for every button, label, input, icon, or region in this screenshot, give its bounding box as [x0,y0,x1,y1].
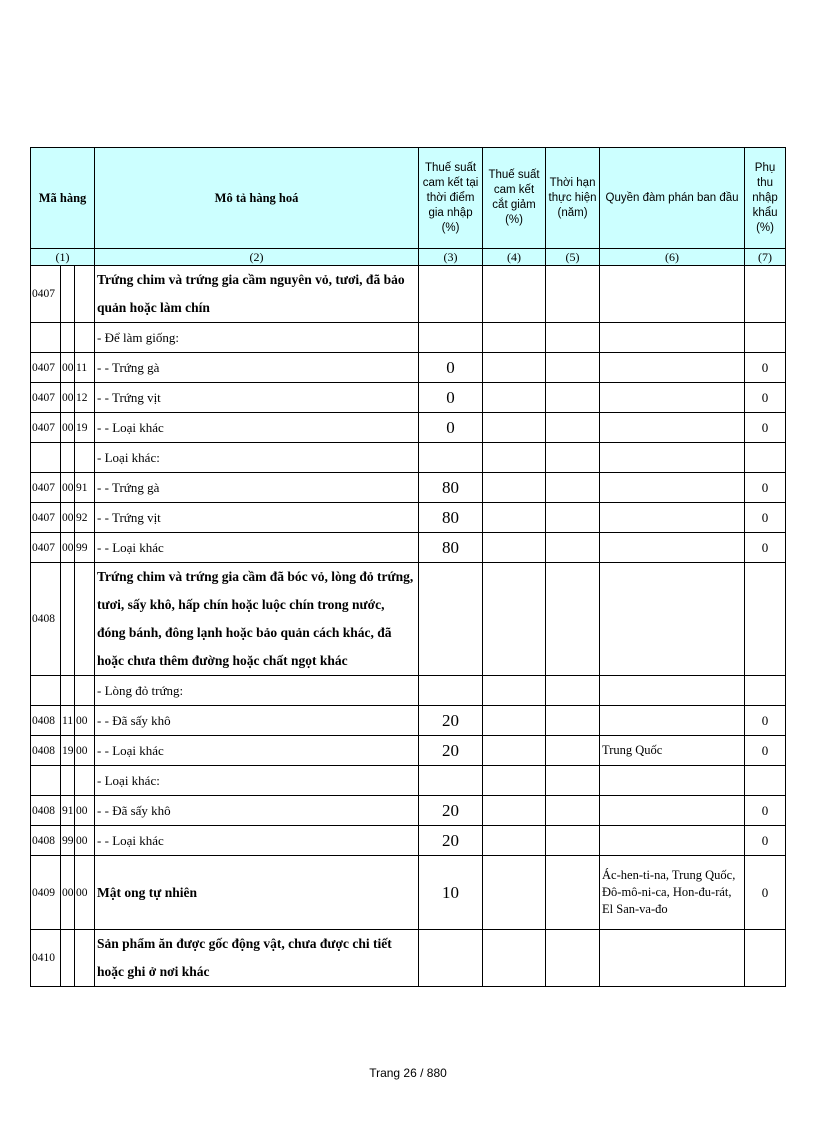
accession-tariff-rate: 0 [419,413,483,443]
goods-description: - Để làm giống: [95,323,419,353]
import-surcharge [745,323,786,353]
col-number: (7) [745,249,786,266]
implementation-period [546,796,600,826]
header-quyen-dam-phan: Quyền đàm phán ban đầu [600,148,745,249]
reduced-tariff-rate [483,266,546,323]
hs-code-item [75,323,95,353]
reduced-tariff-rate [483,413,546,443]
table-row [31,383,786,413]
hs-code-heading: 0407 [31,503,61,533]
negotiation-rights [600,676,745,706]
implementation-period [546,413,600,443]
implementation-period [546,856,600,930]
goods-description: - - Trứng vịt [95,383,419,413]
hs-code-item: 00 [75,856,95,930]
reduced-tariff-rate [483,533,546,563]
goods-description: - Loại khác: [95,766,419,796]
hs-code-heading: 0407 [31,266,61,323]
table-row [31,503,786,533]
import-surcharge [745,266,786,323]
accession-tariff-rate: 20 [419,826,483,856]
import-surcharge: 0 [745,826,786,856]
implementation-period [546,473,600,503]
header-thoi-han: Thời hạn thực hiện (năm) [546,148,600,249]
import-surcharge: 0 [745,413,786,443]
table-row [31,856,786,930]
reduced-tariff-rate [483,796,546,826]
implementation-period [546,503,600,533]
goods-description: - - Loại khác [95,533,419,563]
import-surcharge: 0 [745,796,786,826]
implementation-period [546,443,600,473]
table-row [31,766,786,796]
hs-code-heading: 0407 [31,383,61,413]
implementation-period [546,766,600,796]
import-surcharge: 0 [745,736,786,766]
import-surcharge: 0 [745,533,786,563]
accession-tariff-rate: 20 [419,796,483,826]
reduced-tariff-rate [483,503,546,533]
hs-code-heading: 0408 [31,563,61,676]
hs-code-item: 00 [75,736,95,766]
negotiation-rights [600,503,745,533]
negotiation-rights [600,826,745,856]
header-phu-thu: Phụ thu nhập khẩu (%) [745,148,786,249]
col-number: (2) [95,249,419,266]
hs-code-sub: 00 [61,383,75,413]
hs-code-heading [31,443,61,473]
accession-tariff-rate: 80 [419,533,483,563]
hs-code-item: 11 [75,353,95,383]
hs-code-item: 91 [75,473,95,503]
negotiation-rights [600,323,745,353]
table-row [31,413,786,443]
hs-code-item [75,266,95,323]
negotiation-rights [600,353,745,383]
implementation-period [546,676,600,706]
hs-code-sub: 11 [61,706,75,736]
hs-code-sub: 91 [61,796,75,826]
hs-code-sub: 00 [61,503,75,533]
hs-code-heading: 0408 [31,826,61,856]
reduced-tariff-rate [483,473,546,503]
table-row [31,706,786,736]
goods-description: - - Đã sấy khô [95,706,419,736]
tariff-table [30,147,786,987]
import-surcharge: 0 [745,353,786,383]
hs-code-sub: 00 [61,473,75,503]
hs-code-heading [31,766,61,796]
accession-tariff-rate [419,676,483,706]
negotiation-rights [600,930,745,987]
import-surcharge: 0 [745,503,786,533]
hs-code-item [75,766,95,796]
goods-description: - - Trứng vịt [95,503,419,533]
hs-code-sub: 00 [61,856,75,930]
table-row [31,533,786,563]
accession-tariff-rate: 20 [419,706,483,736]
implementation-period [546,826,600,856]
hs-code-item: 19 [75,413,95,443]
table-row [31,266,786,323]
negotiation-rights [600,766,745,796]
reduced-tariff-rate [483,930,546,987]
import-surcharge [745,930,786,987]
negotiation-rights [600,563,745,676]
hs-code-heading: 0408 [31,736,61,766]
accession-tariff-rate: 0 [419,353,483,383]
header-thue-suat-cat-giam: Thuế suất cam kết cắt giảm (%) [483,148,546,249]
negotiation-rights [600,473,745,503]
hs-code-heading: 0407 [31,533,61,563]
hs-code-sub: 19 [61,736,75,766]
import-surcharge: 0 [745,706,786,736]
hs-code-item: 99 [75,533,95,563]
table-row [31,563,786,676]
hs-code-heading: 0408 [31,706,61,736]
negotiation-rights [600,796,745,826]
reduced-tariff-rate [483,676,546,706]
reduced-tariff-rate [483,383,546,413]
table-row [31,323,786,353]
implementation-period [546,323,600,353]
reduced-tariff-rate [483,706,546,736]
hs-code-sub [61,323,75,353]
hs-code-sub [61,930,75,987]
import-surcharge: 0 [745,473,786,503]
hs-code-item [75,563,95,676]
hs-code-heading: 0407 [31,413,61,443]
hs-code-sub [61,266,75,323]
reduced-tariff-rate [483,736,546,766]
negotiation-rights [600,706,745,736]
hs-code-item: 00 [75,706,95,736]
header-thue-suat-gia-nhap: Thuế suất cam kết tại thời điểm gia nhập (%) [419,148,483,249]
accession-tariff-rate [419,766,483,796]
col-number: (1) [31,249,95,266]
import-surcharge [745,443,786,473]
accession-tariff-rate: 20 [419,736,483,766]
reduced-tariff-rate [483,856,546,930]
hs-code-sub: 00 [61,413,75,443]
hs-code-item: 00 [75,826,95,856]
accession-tariff-rate: 80 [419,503,483,533]
reduced-tariff-rate [483,563,546,676]
hs-code-heading [31,323,61,353]
implementation-period [546,533,600,563]
col-number: (5) [546,249,600,266]
accession-tariff-rate: 10 [419,856,483,930]
import-surcharge: 0 [745,383,786,413]
negotiation-rights: Ác-hen-ti-na, Trung Quốc, Đô-mô-ni-ca, Hon-đu-rát, El San-va-đo [600,856,745,930]
negotiation-rights [600,383,745,413]
accession-tariff-rate [419,323,483,353]
hs-code-heading [31,676,61,706]
hs-code-sub [61,443,75,473]
goods-description: Trứng chim và trứng gia cầm nguyên vỏ, tươi, đã bảo quản hoặc làm chín [95,266,419,323]
reduced-tariff-rate [483,323,546,353]
import-surcharge [745,766,786,796]
reduced-tariff-rate [483,443,546,473]
hs-code-sub: 00 [61,353,75,383]
hs-code-heading: 0407 [31,473,61,503]
accession-tariff-rate [419,930,483,987]
table-row [31,826,786,856]
table-row [31,930,786,987]
hs-code-heading: 0410 [31,930,61,987]
reduced-tariff-rate [483,766,546,796]
goods-description: - - Trứng gà [95,353,419,383]
col-number: (3) [419,249,483,266]
implementation-period [546,353,600,383]
reduced-tariff-rate [483,353,546,383]
implementation-period [546,563,600,676]
hs-code-heading: 0409 [31,856,61,930]
col-number: (6) [600,249,745,266]
column-number-row [31,249,786,266]
table-row [31,353,786,383]
goods-description: - - Đã sấy khô [95,796,419,826]
import-surcharge: 0 [745,856,786,930]
implementation-period [546,266,600,323]
negotiation-rights [600,413,745,443]
goods-description: - - Loại khác [95,826,419,856]
goods-description: - - Loại khác [95,413,419,443]
negotiation-rights: Trung Quốc [600,736,745,766]
goods-description: - Loại khác: [95,443,419,473]
hs-code-sub [61,563,75,676]
header-row [31,148,786,249]
import-surcharge [745,676,786,706]
hs-code-item: 00 [75,796,95,826]
implementation-period [546,383,600,413]
negotiation-rights [600,443,745,473]
negotiation-rights [600,266,745,323]
hs-code-sub: 00 [61,533,75,563]
header-ma-hang: Mã hàng [31,148,95,249]
hs-code-sub: 99 [61,826,75,856]
goods-description: Trứng chim và trứng gia cầm đã bóc vỏ, lòng đỏ trứng, tươi, sấy khô, hấp chín hoặc luộc chín trong nước, đóng bánh, đông lạnh hoặc bảo quản cách khác, đã hoặc chưa thêm đường hoặc chất ngọt khác [95,563,419,676]
hs-code-item [75,930,95,987]
implementation-period [546,736,600,766]
hs-code-item [75,443,95,473]
implementation-period [546,930,600,987]
hs-code-item [75,676,95,706]
table-row [31,473,786,503]
accession-tariff-rate [419,443,483,473]
col-number: (4) [483,249,546,266]
reduced-tariff-rate [483,826,546,856]
page-number: Trang 26 / 880 [369,1066,447,1080]
hs-code-item: 92 [75,503,95,533]
accession-tariff-rate [419,563,483,676]
implementation-period [546,706,600,736]
hs-code-heading: 0407 [31,353,61,383]
hs-code-sub [61,676,75,706]
goods-description: - - Loại khác [95,736,419,766]
accession-tariff-rate: 0 [419,383,483,413]
header-mo-ta: Mô tả hàng hoá [95,148,419,249]
import-surcharge [745,563,786,676]
accession-tariff-rate: 80 [419,473,483,503]
goods-description: - - Trứng gà [95,473,419,503]
table-row [31,443,786,473]
goods-description: - Lòng đỏ trứng: [95,676,419,706]
table-row [31,796,786,826]
accession-tariff-rate [419,266,483,323]
hs-code-item: 12 [75,383,95,413]
hs-code-heading: 0408 [31,796,61,826]
goods-description: Sản phẩm ăn được gốc động vật, chưa được chi tiết hoặc ghi ở nơi khác [95,930,419,987]
negotiation-rights [600,533,745,563]
table-row [31,736,786,766]
table-row [31,676,786,706]
goods-description: Mật ong tự nhiên [95,856,419,930]
hs-code-sub [61,766,75,796]
